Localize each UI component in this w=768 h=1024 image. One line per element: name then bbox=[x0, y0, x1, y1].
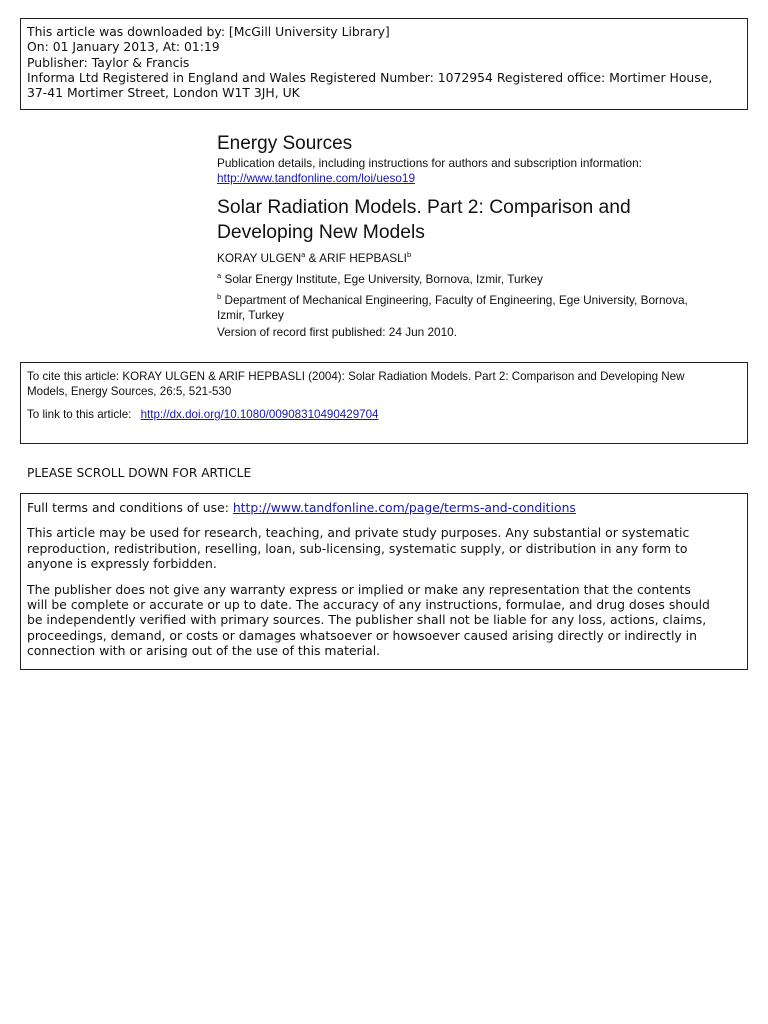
disclaimer-text: proceedings, demand, or costs or damages whatsoever or howsoever caused arising directly or indirectly in bbox=[27, 627, 697, 643]
citation-line: Models, Energy Sources, 26:5, 521-530 bbox=[27, 385, 232, 398]
registration-line: Informa Ltd Registered in England and Wales Registered Number: 1072954 Registered office: Mortimer House, bbox=[27, 69, 713, 85]
disclaimer-text: will be complete or accurate or up to date. The accuracy of any instructions, formulae, and drug doses should bbox=[27, 597, 710, 613]
publisher-line: Publisher: Taylor & Francis bbox=[27, 54, 190, 70]
terms-row bbox=[27, 500, 741, 515]
affil-text: Department of Mechanical Engineering, Faculty of Engineering, Ege University, Bornova, bbox=[224, 293, 688, 307]
disclaimer-text: connection with or arising out of the use of this material. bbox=[27, 643, 381, 659]
terms-box bbox=[20, 493, 748, 670]
article-link-label: To link to this article: bbox=[27, 408, 135, 421]
download-line: This article was downloaded by: [McGill University Library] bbox=[27, 24, 390, 39]
author-separator: & bbox=[305, 251, 320, 265]
author-name: ARIF HEPBASLI bbox=[319, 251, 407, 265]
disclaimer-paragraph bbox=[27, 582, 741, 659]
author-name: KORAY ULGEN bbox=[217, 251, 302, 265]
affiliation-a bbox=[217, 272, 747, 287]
usage-text: anyone is expressly forbidden. bbox=[27, 556, 217, 572]
journal-title: Energy Sources bbox=[217, 133, 353, 154]
article-title bbox=[217, 196, 747, 245]
version-of-record: Version of record first published: 24 Jun 2010. bbox=[217, 325, 458, 339]
article-title-line2: Developing New Models bbox=[217, 221, 425, 243]
affil-mark: a bbox=[217, 271, 222, 281]
author-affil-mark: b bbox=[406, 250, 412, 260]
citation-box bbox=[20, 362, 748, 444]
doi-link[interactable]: http://dx.doi.org/10.1080/00908310490429704 bbox=[140, 408, 379, 421]
disclaimer-text: The publisher does not give any warranty express or implied or make any representation that the contents bbox=[27, 581, 691, 597]
publication-details: Publication details, including instructions for authors and subscription information: bbox=[217, 156, 642, 170]
journal-url-link[interactable]: http://www.tandfonline.com/loi/ueso19 bbox=[217, 171, 416, 185]
terms-link[interactable]: http://www.tandfonline.com/page/terms-and-conditions bbox=[232, 500, 576, 515]
article-link-row bbox=[27, 407, 741, 422]
affil-mark: b bbox=[217, 292, 222, 302]
download-info-box bbox=[20, 18, 748, 110]
scroll-down-note: PLEASE SCROLL DOWN FOR ARTICLE bbox=[27, 466, 252, 480]
usage-paragraph bbox=[27, 525, 741, 571]
authors bbox=[217, 251, 747, 266]
terms-label: Full terms and conditions of use: bbox=[27, 500, 233, 515]
affil-text: Solar Energy Institute, Ege University, Bornova, Izmir, Turkey bbox=[224, 272, 543, 286]
download-date: On: 01 January 2013, At: 01:19 bbox=[27, 39, 220, 55]
affiliation-b bbox=[217, 293, 747, 323]
disclaimer-text: be independently verified with primary sources. The publisher shall not be liable for any loss, actions, claims, bbox=[27, 612, 707, 628]
citation-line: To cite this article: KORAY ULGEN & ARIF HEPBASLI (2004): Solar Radiation Models. Part 2: Comparison and Developing New bbox=[27, 370, 685, 383]
usage-text: This article may be used for research, teaching, and private study purposes. Any substantial or systematic bbox=[27, 525, 690, 541]
affil-text-continued: Izmir, Turkey bbox=[217, 308, 284, 322]
author-affil-mark: a bbox=[301, 250, 306, 260]
article-title-line1: Solar Radiation Models. Part 2: Comparison and bbox=[217, 197, 631, 218]
usage-text: reproduction, redistribution, reselling, loan, sub-licensing, systematic supply, or distribution in any form to bbox=[27, 540, 688, 556]
article-header bbox=[217, 132, 747, 340]
address-line: 37-41 Mortimer Street, London W1T 3JH, UK bbox=[27, 85, 300, 101]
